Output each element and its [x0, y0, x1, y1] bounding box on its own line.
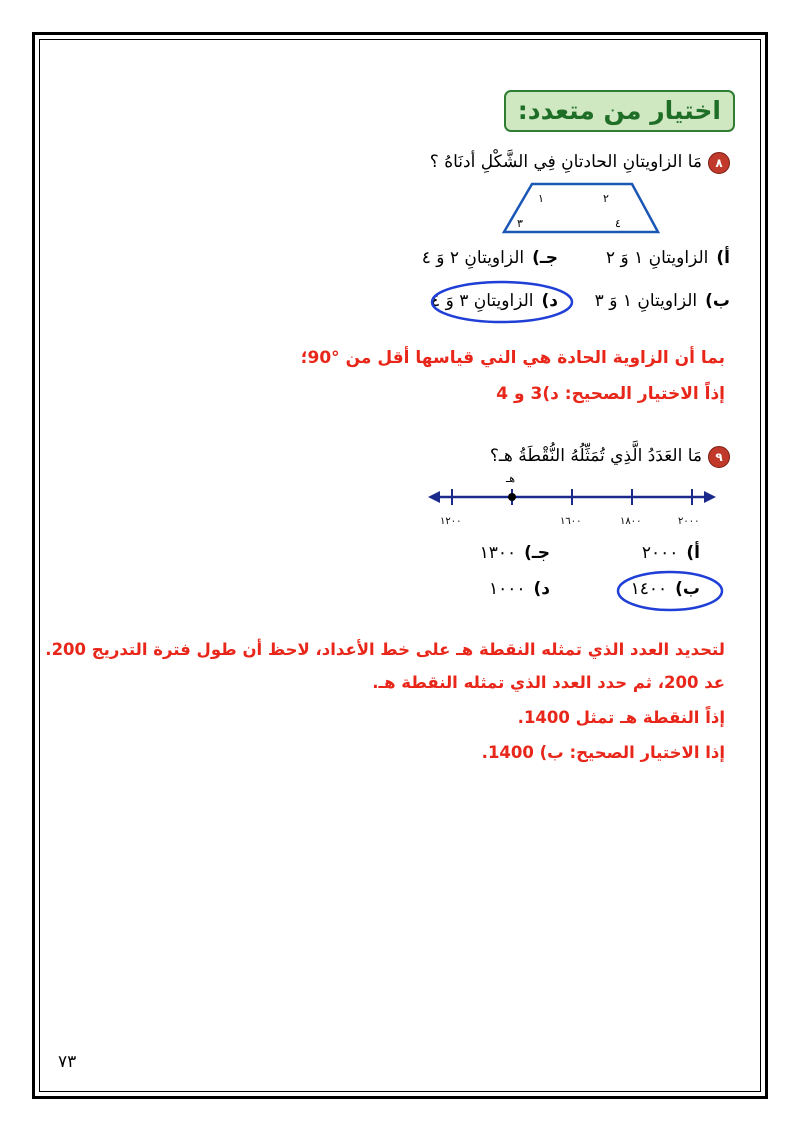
tick-label-1800: ١٨٠٠ [620, 516, 642, 527]
number-line-arrow-left [428, 491, 440, 503]
question-9-text: مَا العَدَدُ الَّذِي تُمَثِّلُهُ النُّقْطَةُ هـ؟ [489, 446, 702, 466]
q9-option-a [642, 540, 700, 566]
q8-answer-line-2: إذاً الاختيار الصحيح: د)3 و 4 [496, 384, 725, 404]
q9-answer-line-2: عد 200، ثم حدد العدد الذي تمثله النقطة هـ. [372, 673, 725, 692]
question-8 [430, 149, 730, 175]
number-line-arrow-right [704, 491, 716, 503]
question-8-text: مَا الزاويتانِ الحادتانِ فِي الشَّكْلِ أدنَاهُ ؟ [429, 152, 702, 172]
q8-option-c-letter: جـ) [532, 248, 558, 268]
q9-option-d-text: ١٠٠٠ [488, 579, 526, 599]
q8-option-d-text: الزاويتانِ ٣ وَ ٤ [431, 291, 534, 311]
q8-answer-line-1: بما أن الزاوية الحادة هي الني قياسها أقل من °90؛ [300, 348, 725, 368]
angle-label-4: ٤ [615, 217, 621, 230]
q8-option-a-letter: أ) [716, 248, 730, 268]
q8-option-b-text: الزاويتانِ ١ وَ ٣ [594, 291, 698, 311]
point-h [508, 493, 516, 501]
q9-answer-line-4: إذا الاختيار الصحيح: ب) 1400. [481, 743, 725, 762]
q9-option-c-text: ١٣٠٠ [479, 543, 517, 563]
trapezoid-figure [500, 178, 670, 240]
number-line [426, 470, 718, 532]
section-title: اختيار من متعدد: [504, 90, 735, 132]
question-9 [490, 443, 730, 469]
q9-option-a-text: ٢٠٠٠ [641, 543, 679, 563]
tick-label-1600: ١٦٠٠ [560, 516, 582, 527]
page-number: ٧٣ [58, 1052, 77, 1072]
angle-label-3: ٣ [517, 217, 523, 230]
q8-option-a-text: الزاويتانِ ١ وَ ٢ [605, 248, 709, 268]
q9-answer-line-3: إذاً النقطة هـ تمثل 1400. [517, 708, 725, 727]
angle-label-2: ٢ [603, 192, 609, 205]
tick-label-1200: ١٢٠٠ [440, 516, 462, 527]
q8-option-d-letter: د) [541, 291, 558, 311]
question-9-number-badge: ٩ [708, 446, 730, 468]
q9-option-d-letter: د) [533, 579, 550, 599]
angle-label-1: ١ [538, 192, 544, 205]
q8-option-b-letter: ب) [705, 291, 730, 311]
question-8-number-badge: ٨ [708, 152, 730, 174]
q8-option-c [422, 245, 558, 271]
q9-option-a-letter: أ) [686, 543, 700, 563]
q8-option-c-text: الزاويتانِ ٢ وَ ٤ [421, 248, 525, 268]
q9-option-c-letter: جـ) [524, 543, 550, 563]
tick-label-2000: ٢٠٠٠ [678, 516, 700, 527]
q8-answer-circle [428, 278, 576, 326]
q9-option-d [489, 576, 550, 602]
trapezoid-shape [504, 184, 658, 232]
point-h-label: هـ [506, 472, 516, 485]
q9-answer-circle [614, 569, 726, 613]
q9-answer-line-1: لتحديد العدد الذي تمثله النقطة هـ على خط الأعداد، لاحظ أن طول فترة التدريج 200. [45, 640, 725, 659]
q9-option-b-letter: ب) [675, 579, 700, 599]
q9-option-b-text: ١٤٠٠ [630, 579, 668, 599]
q8-option-a [606, 245, 730, 271]
q8-option-b [595, 288, 730, 314]
q9-option-c [480, 540, 550, 566]
